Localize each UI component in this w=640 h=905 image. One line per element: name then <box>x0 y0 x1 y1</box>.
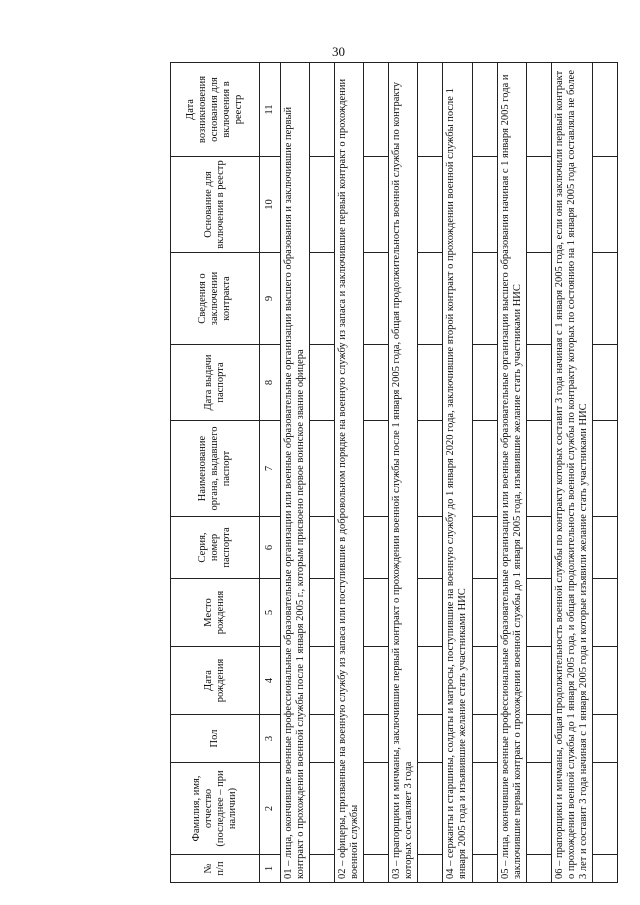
empty-row <box>592 63 617 883</box>
registry-table <box>170 62 618 883</box>
header-cell: Наименование органа, выдавшего паспорт <box>171 421 260 517</box>
column-number: 11 <box>260 63 281 157</box>
category-text: 03 – прапорщики и мичманы, заключившие первый контракт о прохождении военной службы после 1 января 2005 года, общая продолжительность военной службы по контракту которых составляет 3 года <box>389 63 418 883</box>
header-cell: Фамилия, имя, отчество (последнее – при наличии) <box>171 763 260 855</box>
category-text: 02 – офицеры, призванные на военную службу из запаса или поступившие в добровольном порядке на военную службу из запаса и заключившие первый контракт о прохождении военной службы <box>335 63 364 883</box>
column-number: 5 <box>260 579 281 647</box>
empty-row <box>364 63 389 883</box>
column-number: 2 <box>260 763 281 855</box>
header-cell: Серия, номер паспорта <box>171 517 260 579</box>
category-text: 05 – лица, окончившие военные профессиональные образовательные организации или военные образовательные организации высшего образования начиная с 1 января 2005 года и заключившие первый контракт о прохождении военной службы до 1 января 2005 года, изъявившие желание стать участниками НИС <box>497 63 526 883</box>
empty-row <box>310 63 335 883</box>
category-text: 06 – прапорщики и мичманы, общая продолжительность военной службы по контракту которых составит 3 года начиная с 1 января 2005 года, если они заключили первый контракт о прохождении военной службы до 1 января 2005 года, и общая продолжительность военной службы по контракту которых по состоянию на 1 января 2005 года составляла не более 3 лет и составит 3 года начиная с 1 января 2005 года и которые изъявили желание стать участниками НИС <box>551 63 592 883</box>
header-cell: Место рождения <box>171 579 260 647</box>
header-cell: Пол <box>171 715 260 763</box>
category-row <box>335 63 364 883</box>
column-number: 7 <box>260 421 281 517</box>
category-text: 04 – сержанты и старшины, солдаты и матросы, поступившие на военную службу до 1 января 2020 года, заключившие второй контракт о прохождении военной службы после 1 января 2005 года и изъявившие желание стать участниками НИС <box>443 63 472 883</box>
registry-table-sheet <box>170 63 610 883</box>
column-number: 6 <box>260 517 281 579</box>
empty-row <box>418 63 443 883</box>
empty-row <box>472 63 497 883</box>
empty-row <box>526 63 551 883</box>
header-cell: Дата выдачи паспорта <box>171 345 260 421</box>
column-number: 10 <box>260 157 281 253</box>
page-number: 30 <box>332 44 345 59</box>
category-row <box>551 63 592 883</box>
column-number: 9 <box>260 253 281 345</box>
column-number: 1 <box>260 855 281 883</box>
category-row <box>389 63 418 883</box>
category-row <box>497 63 526 883</box>
column-number: 8 <box>260 345 281 421</box>
column-number: 3 <box>260 715 281 763</box>
category-row <box>281 63 310 883</box>
header-cell: № п/п <box>171 855 260 883</box>
category-row <box>443 63 472 883</box>
header-cell: Дата возникновения основания для включения в реестр <box>171 63 260 157</box>
header-cell: Дата рождения <box>171 647 260 715</box>
header-cell: Основание для включения в реестр <box>171 157 260 253</box>
column-number: 4 <box>260 647 281 715</box>
category-text: 01 – лица, окончившие военные профессиональные образовательные организации или военные образовательные организации высшего образования и заключившие первый контракт о прохождении военной службы после 1 января 2005 г., которым присвоено первое воинское звание офицера <box>281 63 310 883</box>
column-number-row <box>260 63 281 883</box>
header-cell: Сведения о заключении контракта <box>171 253 260 345</box>
header-row <box>171 63 260 883</box>
